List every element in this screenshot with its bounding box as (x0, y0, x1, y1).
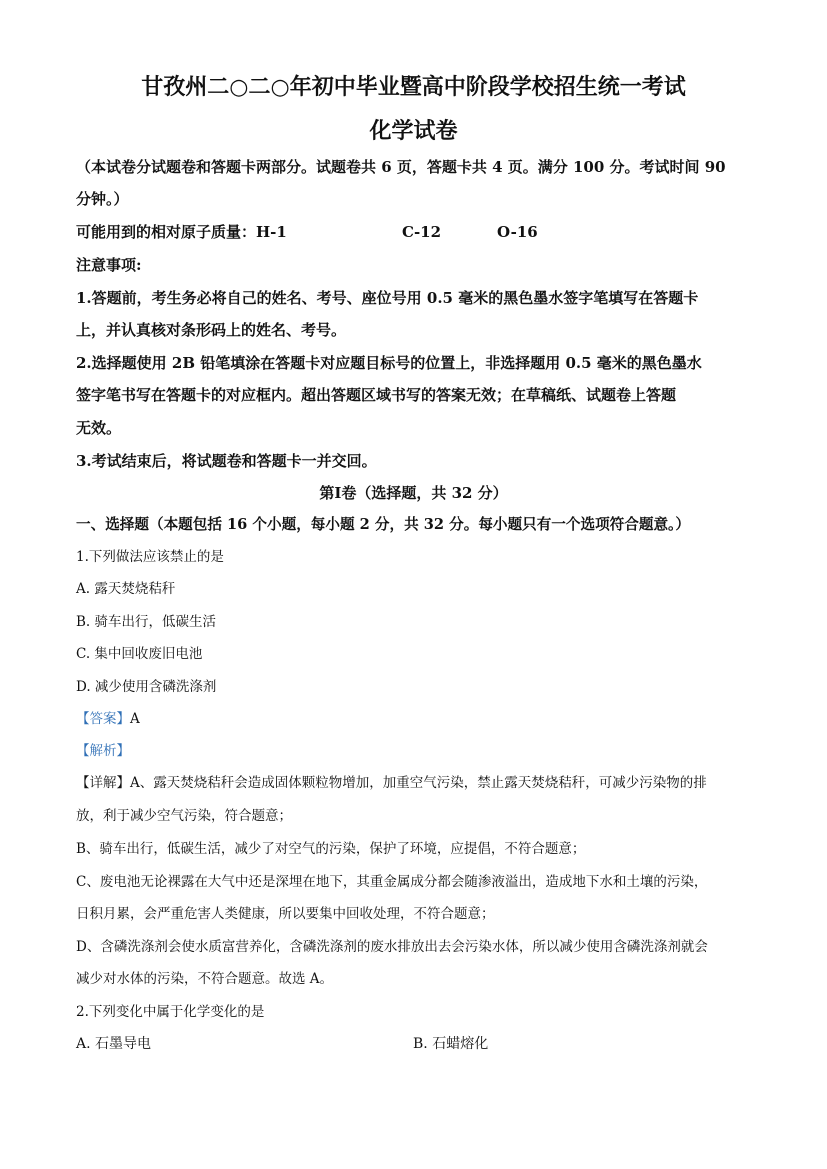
note-2-line-1: 2.选择题使用 2B 铅笔填涂在答题卡对应题目标号的位置上，非选择题用 0.5 毫米的黑色墨水 (76, 354, 702, 372)
question-1-option-b: B. 骑车出行，低碳生活 (76, 614, 217, 630)
part-heading: 一、选择题（本题包括 16 个小题，每小题 2 分，共 32 分。每小题只有一个选项符合题意。） (76, 516, 690, 533)
note-1-line-1: 1.答题前，考生务必将自己的姓名、考号、座位号用 0.5 毫米的黑色墨水签字笔填写在答题卡 (76, 289, 699, 307)
atomic-mass-c: C-12 (402, 223, 442, 241)
exam-subtitle: 化学试卷 (369, 118, 458, 144)
question-2-stem: 2.下列变化中属于化学变化的是 (76, 1004, 265, 1020)
volume-heading: 第Ⅰ卷（选择题，共 32 分） (319, 484, 508, 502)
question-2-option-a: A. 石墨导电 (76, 1036, 152, 1052)
exam-title: 甘孜州二○二○年初中毕业暨高中阶段学校招生统一考试 (141, 74, 686, 100)
answer-tag: 【答案】 (76, 711, 130, 727)
detail-line-6: D、含磷洗涤剂会使水质富营养化，含磷洗涤剂的废水排放出去会污染水体，所以减少使用含磷洗涤剂就会 (76, 939, 708, 955)
question-1-answer (76, 709, 756, 729)
note-3: 3.考试结束后，将试题卷和答题卡一并交回。 (76, 452, 377, 470)
intro-line-1: （本试卷分试题卷和答题卡两部分。试题卷共 6 页，答题卡共 4 页。满分 100 分。考试时间 90 (76, 158, 726, 176)
question-1-option-a: A. 露天焚烧秸秆 (76, 581, 176, 597)
detail-line-5: 日积月累，会严重危害人类健康，所以要集中回收处理，不符合题意； (76, 906, 495, 922)
question-1-option-c: C. 集中回收废旧电池 (76, 646, 203, 662)
atomic-mass-label: 可能用到的相对原子质量：H-1 (76, 223, 287, 241)
question-1-stem: 1.下列做法应该禁止的是 (76, 549, 224, 565)
note-2-line-2: 签字笔书写在答题卡的对应框内。超出答题区域书写的答案无效；在草稿纸、试题卷上答题 (76, 386, 677, 404)
detail-line-4: C、废电池无论裸露在大气中还是深埋在地下，其重金属成分都会随渗液溢出，造成地下水和土壤的污染， (76, 874, 708, 890)
question-1-option-d: D. 减少使用含磷洗涤剂 (76, 679, 217, 695)
detail-line-3: B、骑车出行，低碳生活，减少了对空气的污染，保护了环境，应提倡，不符合题意； (76, 841, 586, 857)
note-2-line-3: 无效。 (76, 419, 122, 437)
detail-line-7: 减少对水体的污染，不符合题意。故选 A。 (76, 971, 334, 987)
detail-line-1: 【详解】A、露天焚烧秸秆会造成固体颗粒物增加，加重空气污染，禁止露天焚烧秸秆，可减少污染物的排 (76, 775, 707, 791)
detail-line-2: 放，利于减少空气污染，符合题意； (76, 808, 292, 824)
answer-value: A (130, 711, 140, 727)
question-2-option-b: B. 石蜡熔化 (413, 1036, 489, 1052)
analysis-tag: 【解析】 (76, 743, 130, 759)
notes-title: 注意事项: (76, 256, 142, 274)
atomic-mass-o: O-16 (497, 223, 538, 241)
note-1-line-2: 上，并认真核对条形码上的姓名、考号。 (76, 321, 347, 339)
intro-line-2: 分钟。） (76, 190, 129, 208)
